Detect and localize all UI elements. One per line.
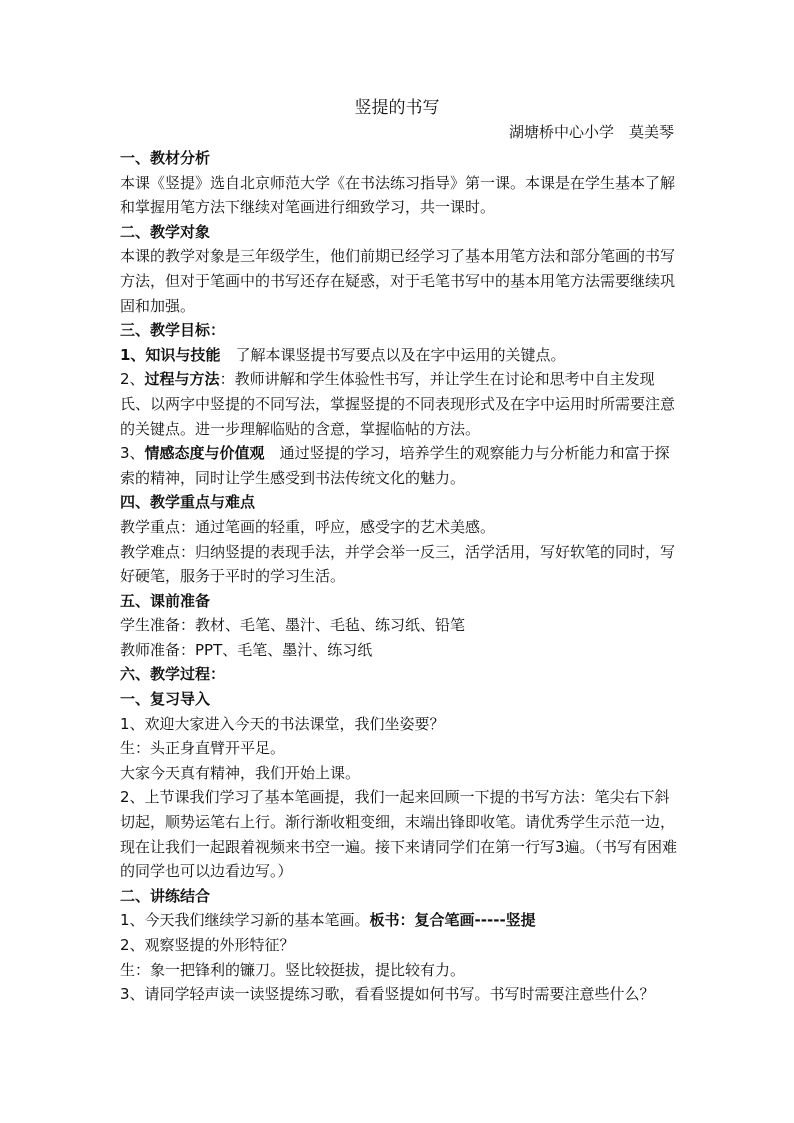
- subsection-heading-review: 一、复习导入: [120, 690, 211, 709]
- goal-process-label: 过程与方法: [144, 370, 220, 389]
- practice-1-text: 1、今天我们继续学习新的基本笔画。: [120, 911, 370, 930]
- paragraph-materials: 本课《竖提》选自北京师范大学《在书法练习指导》第一课。本课是在学生基本了解和掌握用笔方法下继续对笔画进行细致学习，共一课时。: [120, 173, 676, 217]
- paragraph-review-3: 大家今天真有精神，我们开始上课。: [120, 763, 361, 782]
- paragraph-review-1: 1、欢迎大家进入今天的书法课堂，我们坐姿要？: [120, 714, 445, 733]
- goal-emotion-label: 情感态度与价值观: [144, 444, 265, 463]
- section-heading-audience: 二、教学对象: [120, 222, 211, 241]
- author-line: 湖塘桥中心小学 莫美琴: [508, 123, 674, 141]
- section-heading-preparation: 五、课前准备: [120, 591, 211, 610]
- goal-emotion-text: 通过竖提的学习，培养学生的观察能力与分析能力和富于探索的精神，同时让学生感受到书法传统文化的魅力。: [120, 444, 670, 487]
- section-heading-focus: 四、教学重点与难点: [120, 493, 256, 512]
- paragraph-teacher-prep: 教师准备：PPT、毛笔、墨汁、练习纸: [120, 640, 373, 659]
- document-body: [120, 146, 680, 1007]
- paragraph-practice-3: 生：象一把锋利的镰刀。竖比较挺拔，提比较有力。: [120, 960, 466, 979]
- paragraph-student-prep: 学生准备：教材、毛笔、墨汁、毛毡、练习纸、铅笔: [120, 616, 466, 635]
- goal-knowledge-label: 1、知识与技能: [120, 345, 221, 364]
- goal-emotion-prefix: 3、: [120, 444, 145, 463]
- goal-process-prefix: 2、: [120, 370, 145, 389]
- section-heading-materials: 一、教材分析: [120, 149, 211, 167]
- document-title: 竖提的书写: [354, 98, 440, 118]
- goal-knowledge-text: 了解本课竖提书写要点以及在字中运用的关键点。: [220, 345, 566, 364]
- goal-knowledge: [120, 343, 680, 368]
- paragraph-practice-2: 2、观察竖提的外形特征？: [120, 936, 295, 954]
- practice-1-board: 板书：复合笔画-----竖提: [369, 911, 536, 930]
- goal-process: [120, 367, 680, 441]
- goal-emotion: [120, 441, 680, 490]
- paragraph-difficulty: 教学难点：归纳竖提的表现手法，并学会举一反三，活学活用，写好软笔的同时，写好硬笔，服务于平时的学习生活。: [120, 542, 676, 586]
- paragraph-practice-1: [120, 908, 680, 933]
- paragraph-audience: 本课的教学对象是三年级学生，他们前期已经学习了基本用笔方法和部分笔画的书写方法，但对于笔画中的书写还存在疑惑，对于毛笔书写中的基本用笔方法需要继续巩固和加强。: [120, 247, 676, 315]
- subsection-heading-practice: 二、讲练结合: [120, 886, 211, 905]
- goal-process-text: ：教师讲解和学生体验性书写，并让学生在讨论和思考中自主发现氏、以两字中竖提的不同写法，掌握竖提的不同表现形式及在字中运用时所需要注意的关键点。进一步理解临贴的含意，掌握临帖的方法。: [120, 370, 676, 438]
- section-heading-process: 六、教学过程：: [120, 665, 226, 684]
- paragraph-review-2: 生：头正身直臂开平足。: [120, 739, 286, 758]
- paragraph-review-4: 2、上节课我们学习了基本笔画提，我们一起来回顾一下提的书写方法：笔尖右下斜切起，顺势运笔右上行。渐行渐收粗变细，末端出锋即收笔。请优秀学生示范一边，现在让我们一起跟着视频来书空一遍。接下来请同学们在第一行写3遍。（书写有困难的同学也可以边看边写。）: [120, 788, 678, 881]
- paragraph-practice-4: 3、请同学轻声读一读竖提练习歌，看看竖提如何书写。书写时需要注意些什么？: [120, 985, 655, 1004]
- section-heading-goals: 三、教学目标：: [120, 321, 226, 340]
- paragraph-key-point: 教学重点：通过笔画的轻重，呼应，感受字的艺术美感。: [120, 517, 496, 536]
